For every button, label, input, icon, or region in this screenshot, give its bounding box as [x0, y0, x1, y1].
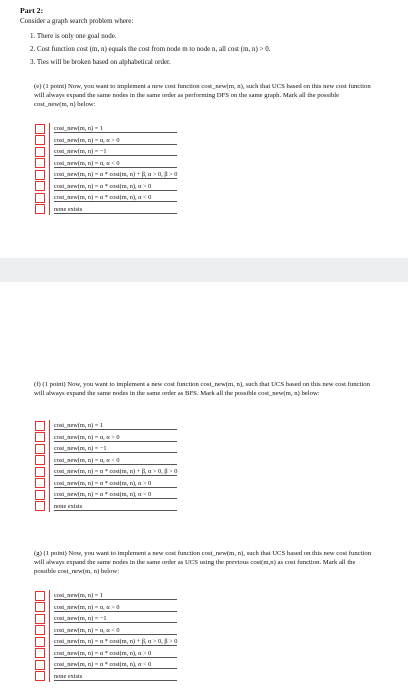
answer-underline: [54, 190, 177, 191]
condition-3: 3. Ties will be broken based on alphabetical order.: [30, 58, 171, 66]
checkbox[interactable]: [35, 147, 45, 157]
checkbox[interactable]: [35, 490, 45, 500]
question-f-text: (f) (1 point) Now, you want to implement a new cost function cost_new(m, n), such that UCS based on this new cost function will always expand the same nodes in the same order as BFS. Mark all the possible cost_new(m, n) below:: [34, 381, 370, 397]
option-row: [49, 636, 177, 648]
checkbox[interactable]: [35, 671, 45, 681]
checkbox[interactable]: [35, 181, 45, 191]
option-label: none exists: [54, 205, 83, 213]
option-row: [49, 466, 177, 478]
option-row: [49, 671, 177, 683]
option-row: [49, 501, 177, 513]
answer-underline: [54, 645, 177, 646]
option-label: none exists: [54, 672, 83, 680]
option-row: [49, 590, 177, 602]
option-label: cost_new(m, n) = α * cost(m, n), α > 0: [54, 479, 152, 487]
option-row: [49, 204, 177, 216]
checkbox[interactable]: [35, 170, 45, 180]
page-1: [0, 0, 408, 258]
option-label: cost_new(m, n) = 1: [54, 592, 104, 599]
option-row: [49, 625, 177, 637]
answer-underline: [54, 132, 177, 133]
option-label: cost_new(m, n) = α * cost(m, n), α < 0: [54, 661, 152, 668]
answer-underline: [54, 657, 177, 658]
answer-underline: [54, 599, 177, 600]
option-row: [49, 123, 177, 135]
option-row: [49, 443, 177, 455]
question-g-options: [49, 590, 177, 682]
checkbox[interactable]: [35, 455, 45, 465]
option-label: cost_new(m, n) = α * cost(m, n), α > 0: [54, 182, 152, 190]
answer-underline: [54, 464, 177, 465]
question-g-text: (g) (1 point) Now, you want to implement a new cost function cost_new(m, n), such that UCS based on this new cost function will always expand the same nodes in the same order as UCS using the previous cost(m,n) as cost function. Mark all the possible cost_new(m, n) below:: [34, 550, 372, 575]
answer-underline: [54, 429, 177, 430]
option-label: cost_new(m, n) = α * cost(m, n), α < 0: [54, 194, 152, 201]
answer-underline: [54, 475, 177, 476]
option-row: [49, 659, 177, 671]
checkbox[interactable]: [35, 501, 45, 511]
answer-underline: [54, 622, 177, 623]
option-label: cost_new(m, n) = α, α > 0: [54, 603, 120, 611]
option-label: cost_new(m, n) = α, α > 0: [54, 433, 120, 441]
answer-underline: [54, 680, 177, 681]
option-label: cost_new(m, n) = −1: [54, 445, 107, 452]
checkbox[interactable]: [35, 193, 45, 203]
option-label: cost_new(m, n) = α, α < 0: [54, 159, 120, 167]
answer-underline: [54, 668, 177, 669]
option-label: cost_new(m, n) = −1: [54, 148, 107, 155]
checkbox[interactable]: [35, 421, 45, 431]
answer-underline: [54, 510, 177, 511]
option-row: [49, 489, 177, 501]
part-title: Part 2:: [20, 6, 44, 15]
option-row: [49, 181, 177, 193]
option-row: [49, 192, 177, 204]
checkbox[interactable]: [35, 478, 45, 488]
option-row: [49, 420, 177, 432]
checkbox[interactable]: [35, 158, 45, 168]
option-row: [49, 146, 177, 158]
option-row: [49, 169, 177, 181]
answer-underline: [54, 178, 177, 179]
page-separator: [0, 258, 408, 282]
answer-underline: [54, 487, 177, 488]
option-label: cost_new(m, n) = 1: [54, 422, 104, 429]
question-e-options: [49, 123, 177, 215]
answer-underline: [54, 441, 177, 442]
answer-underline: [54, 213, 177, 214]
question-f-options: [49, 420, 177, 512]
page-2: [0, 282, 408, 700]
checkbox[interactable]: [35, 625, 45, 635]
checkbox[interactable]: [35, 204, 45, 214]
option-label: cost_new(m, n) = α * cost(m, n) + β, α > 0, β > 0: [54, 171, 178, 178]
option-label: cost_new(m, n) = α * cost(m, n) + β, α > 0, β > 0: [54, 468, 178, 475]
answer-underline: [54, 167, 177, 168]
checkbox[interactable]: [35, 135, 45, 145]
checkbox[interactable]: [35, 591, 45, 601]
option-row: [49, 455, 177, 467]
checkbox[interactable]: [35, 467, 45, 477]
checkbox[interactable]: [35, 124, 45, 134]
option-label: cost_new(m, n) = α * cost(m, n), α < 0: [54, 491, 152, 498]
condition-2: 2. Cost function cost (m, n) equals the cost from node m to node n, all cost (m, n) > 0.: [30, 45, 271, 53]
option-row: [49, 648, 177, 660]
answer-underline: [54, 634, 177, 635]
answer-underline: [54, 144, 177, 145]
checkbox[interactable]: [35, 660, 45, 670]
option-label: cost_new(m, n) = α, α < 0: [54, 456, 120, 464]
checkbox[interactable]: [35, 648, 45, 658]
option-label: cost_new(m, n) = −1: [54, 615, 107, 622]
answer-underline: [54, 155, 177, 156]
intro-text: Consider a graph search problem where:: [20, 17, 134, 25]
answer-underline: [54, 611, 177, 612]
answer-underline: [54, 201, 177, 202]
answer-underline: [54, 452, 177, 453]
option-row: [49, 602, 177, 614]
option-label: cost_new(m, n) = 1: [54, 125, 104, 132]
checkbox[interactable]: [35, 432, 45, 442]
option-row: [49, 135, 177, 147]
option-row: [49, 478, 177, 490]
answer-underline: [54, 498, 177, 499]
option-row: [49, 432, 177, 444]
checkbox[interactable]: [35, 637, 45, 647]
option-label: cost_new(m, n) = α * cost(m, n) + β, α > 0, β > 0: [54, 638, 178, 645]
checkbox[interactable]: [35, 602, 45, 612]
checkbox[interactable]: [35, 444, 45, 454]
condition-1: 1. There is only one goal node.: [30, 32, 117, 40]
option-label: none exists: [54, 502, 83, 510]
checkbox[interactable]: [35, 614, 45, 624]
question-e-text: (e) (1 point) Now, you want to implement a new cost function cost_new(m, n), such that UCS based on this new cost function will always expand the same nodes in the same order as performing DFS on the same graph. Mark all the possible cost_new(m, n) below:: [34, 83, 371, 108]
option-row: [49, 613, 177, 625]
option-row: [49, 158, 177, 170]
option-label: cost_new(m, n) = α, α > 0: [54, 136, 120, 144]
option-label: cost_new(m, n) = α * cost(m, n), α > 0: [54, 649, 152, 657]
option-label: cost_new(m, n) = α, α < 0: [54, 626, 120, 634]
